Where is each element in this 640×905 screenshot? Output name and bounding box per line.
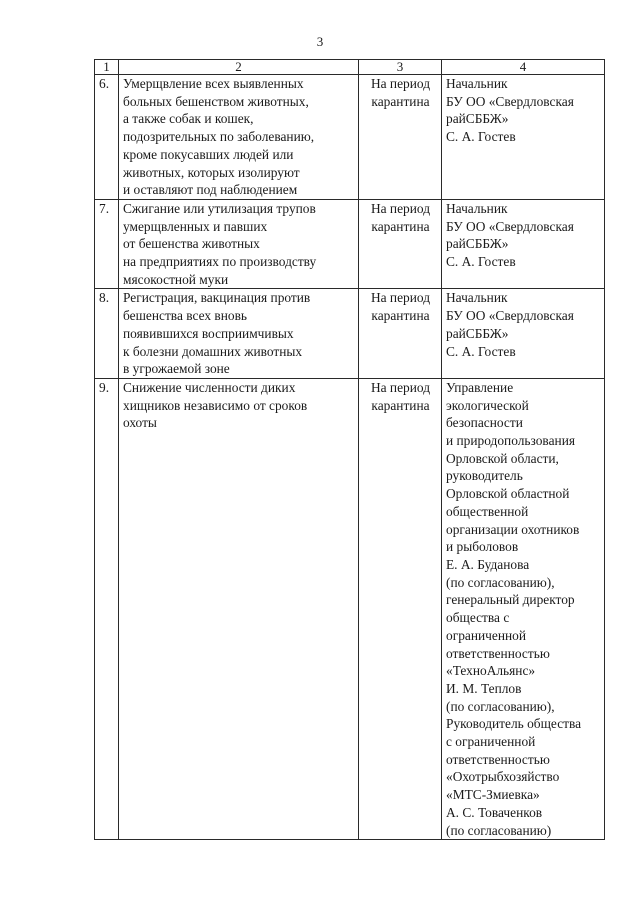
table-header-row bbox=[95, 60, 605, 75]
measure-cell-line: появившихся восприимчивых bbox=[123, 325, 294, 341]
header-cell-1: 1 bbox=[95, 60, 119, 75]
responsible-cell-line: Начальник bbox=[446, 200, 508, 216]
measure-cell-line: Регистрация, вакцинация против bbox=[123, 290, 311, 306]
table-row bbox=[95, 378, 605, 839]
responsible-cell-line: экологической bbox=[446, 397, 529, 413]
period-cell bbox=[359, 378, 442, 839]
measure-cell-line: Умерщвление всех выявленных bbox=[123, 76, 304, 91]
period-cell-line: На период bbox=[370, 76, 431, 91]
measure-cell-line: подозрительных по заболеванию, bbox=[123, 129, 315, 145]
row-number: 6. bbox=[95, 75, 119, 200]
period-cell-line: карантина bbox=[371, 218, 430, 234]
responsible-cell-line: Е. А. Буданова bbox=[446, 556, 530, 572]
measure-cell-line: хищников независимо от сроков bbox=[123, 397, 308, 413]
row-number: 8. bbox=[95, 289, 119, 379]
responsible-cell-line: С. А. Гостев bbox=[446, 129, 516, 145]
period-cell bbox=[359, 75, 442, 200]
responsible-cell-line: райСББЖ» bbox=[446, 236, 509, 252]
responsible-cell-line: безопасности bbox=[446, 415, 523, 431]
page-number: 3 bbox=[316, 34, 324, 49]
responsible-cell-line: А. С. Товаченков bbox=[446, 804, 543, 820]
responsible-cell-line: Управление bbox=[446, 379, 514, 395]
measure-cell-line: Сжигание или утилизация трупов bbox=[123, 200, 316, 216]
period-cell-line: карантина bbox=[371, 397, 430, 413]
measure-cell-line: Снижение численности диких bbox=[123, 379, 296, 395]
measure-cell-line: мясокостной муки bbox=[123, 271, 229, 287]
table-row bbox=[95, 289, 605, 379]
period-cell bbox=[359, 289, 442, 379]
responsible-cell-line: Начальник bbox=[446, 290, 508, 306]
period-cell bbox=[359, 199, 442, 289]
responsible-cell-line: с ограниченной bbox=[446, 734, 536, 750]
responsible-cell-line: Орловской области, bbox=[446, 450, 559, 466]
measure-cell-line: бешенства всех вновь bbox=[123, 308, 248, 324]
responsible-cell-line: ограниченной bbox=[446, 627, 527, 643]
responsible-cell-line: Орловской областной bbox=[446, 486, 570, 502]
responsible-cell-line: (по согласованию) bbox=[446, 822, 552, 838]
measure-cell-line: больных бешенством животных, bbox=[123, 93, 309, 109]
measure-cell-line: животных, которых изолируют bbox=[123, 164, 300, 180]
responsible-cell-line: ответственностью bbox=[446, 751, 550, 767]
responsible-cell-line: Руководитель общества bbox=[446, 716, 582, 732]
measure-cell bbox=[119, 289, 359, 379]
responsible-cell-line: БУ ОО «Свердловская bbox=[446, 308, 574, 324]
measure-cell-line: а также собак и кошек, bbox=[123, 111, 254, 127]
measure-cell-line: кроме покусавших людей или bbox=[123, 146, 294, 162]
responsible-cell-line: «Охотрыбхозяйство bbox=[446, 769, 560, 785]
responsible-cell-line: руководитель bbox=[446, 468, 523, 484]
measure-cell-line: охоты bbox=[123, 415, 157, 431]
period-cell-line: карантина bbox=[371, 308, 430, 324]
table-row bbox=[95, 199, 605, 289]
responsible-cell-line: ответственностью bbox=[446, 645, 550, 661]
responsible-cell-line: райСББЖ» bbox=[446, 111, 509, 127]
period-cell-line: На период bbox=[370, 290, 431, 306]
responsible-cell-line: и рыболовов bbox=[446, 539, 519, 555]
measure-cell-line: и оставляют под наблюдением bbox=[123, 182, 298, 198]
measure-cell-line: к болезни домашних животных bbox=[123, 343, 303, 359]
responsible-cell bbox=[442, 199, 605, 289]
responsible-cell bbox=[442, 378, 605, 839]
responsible-cell-line: (по согласованию), bbox=[446, 698, 555, 714]
responsible-cell-line: генеральный директор bbox=[446, 592, 575, 608]
period-cell-line: На период bbox=[370, 200, 431, 216]
period-cell-line: карантина bbox=[371, 93, 430, 109]
responsible-cell-line: общества с bbox=[446, 610, 510, 626]
measure-cell-line: от бешенства животных bbox=[123, 236, 260, 252]
responsible-cell-line: организации охотников bbox=[446, 521, 580, 537]
row-number: 7. bbox=[95, 199, 119, 289]
measure-cell bbox=[119, 378, 359, 839]
table-row bbox=[95, 75, 605, 200]
responsible-cell-line: БУ ОО «Свердловская bbox=[446, 93, 574, 109]
header-cell-4: 4 bbox=[442, 60, 605, 75]
responsible-cell-line: Начальник bbox=[446, 76, 508, 91]
responsible-cell-line: С. А. Гостев bbox=[446, 254, 516, 270]
responsible-cell bbox=[442, 75, 605, 200]
measure-cell-line: в угрожаемой зоне bbox=[123, 361, 230, 377]
responsible-cell-line: общественной bbox=[446, 503, 529, 519]
measure-cell bbox=[119, 199, 359, 289]
header-cell-2: 2 bbox=[119, 60, 359, 75]
measure-cell-line: на предприятиях по производству bbox=[123, 254, 317, 270]
row-number: 9. bbox=[95, 378, 119, 839]
measure-cell-line: умерщвленных и павших bbox=[123, 218, 268, 234]
responsible-cell-line: «МТС-Змиевка» bbox=[446, 787, 540, 803]
responsible-cell-line: (по согласованию), bbox=[446, 574, 555, 590]
header-cell-3: 3 bbox=[359, 60, 442, 75]
responsible-cell-line: И. М. Теплов bbox=[446, 680, 522, 696]
responsible-cell bbox=[442, 289, 605, 379]
responsible-cell-line: БУ ОО «Свердловская bbox=[446, 218, 574, 234]
period-cell-line: На период bbox=[370, 379, 431, 395]
responsible-cell-line: С. А. Гостев bbox=[446, 343, 516, 359]
responsible-cell-line: райСББЖ» bbox=[446, 325, 509, 341]
measures-table bbox=[94, 59, 605, 840]
measure-cell bbox=[119, 75, 359, 200]
responsible-cell-line: «ТехноАльянс» bbox=[446, 663, 536, 679]
responsible-cell-line: и природопользования bbox=[446, 433, 576, 449]
